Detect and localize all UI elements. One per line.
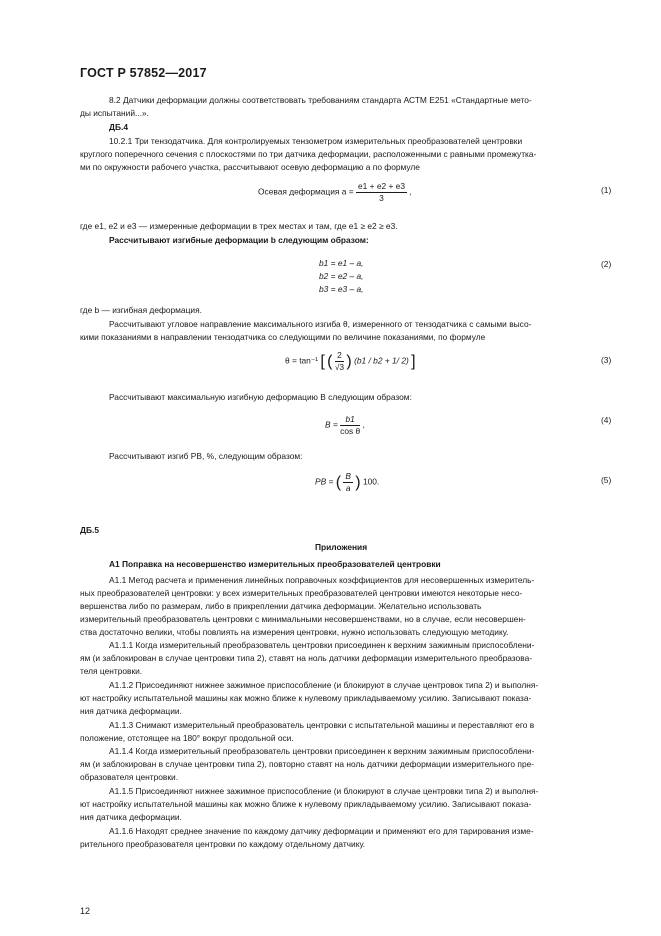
eq5-number: (5) bbox=[601, 475, 612, 485]
a1-1-cont3: измерительный преобразователь центровки с минимальными несовершенствами, но в случае, если несовершен- bbox=[80, 614, 526, 624]
para-8-2-cont: ды испытаний...». bbox=[80, 108, 149, 118]
eq3-denominator: √3 bbox=[334, 362, 345, 372]
eq1-lhs: Осевая деформация a = bbox=[258, 186, 354, 197]
eq4-lhs: B = bbox=[325, 419, 338, 430]
equation-3 bbox=[285, 350, 416, 373]
a1-1: А1.1 Метод расчета и применения линейных поправочных коэффициентов для несовершенных измеритель- bbox=[109, 575, 535, 585]
document-header: ГОСТ Р 57852—2017 bbox=[80, 66, 207, 80]
eq1-number: (1) bbox=[601, 185, 612, 195]
eq3-number: (3) bbox=[601, 355, 612, 365]
a1-1-1-cont1: ям (и заблокирован в случае центровки типа 2), ставят на ноль датчики деформации измерительного преобразова- bbox=[80, 653, 533, 663]
eq1-tail: , bbox=[409, 186, 412, 197]
a1-1-4: А1.1.4 Когда измерительный преобразователь центровки присоединен к верхним зажимным приспособлени- bbox=[109, 746, 535, 756]
eq5-tail: 100. bbox=[362, 476, 380, 487]
eq2-number: (2) bbox=[601, 259, 612, 269]
para-8-2: 8.2 Датчики деформации должны соответствовать требованиям стандарта АСТМ Е251 «Стандартные мето- bbox=[109, 95, 532, 105]
eq3-open-paren: ( bbox=[327, 353, 333, 370]
a1-1-1-cont2: теля центровки. bbox=[80, 666, 143, 676]
eq4-tail: , bbox=[362, 419, 365, 430]
para-10-2-1-cont2: ми по окружности рабочего участка, рассчитывают осевую деформацию a по формуле bbox=[80, 162, 420, 172]
eq5-close-paren: ) bbox=[355, 474, 361, 491]
eq3-fraction bbox=[335, 350, 344, 373]
eq3-numerator: 2 bbox=[335, 350, 344, 362]
eq3-close-paren: ) bbox=[346, 353, 352, 370]
a1-1-2-cont2: ния датчика деформации. bbox=[80, 706, 182, 716]
eq5-fraction bbox=[343, 471, 353, 494]
a1-1-4-cont2: образователя центровки. bbox=[80, 772, 179, 782]
equation-4 bbox=[325, 414, 365, 437]
page-number: 12 bbox=[80, 906, 91, 916]
eq5-lhs: PB = bbox=[315, 476, 334, 487]
eq1-numerator: e1 + e2 + e3 bbox=[357, 181, 405, 191]
eq4-denominator: cos θ bbox=[340, 426, 361, 436]
eq5-denominator: a bbox=[345, 483, 351, 493]
max-bending-intro: Рассчитывают максимальную изгибную деформацию B следующим образом: bbox=[109, 392, 412, 402]
eq4-number: (4) bbox=[601, 415, 612, 425]
eq4-fraction bbox=[340, 414, 360, 437]
a1-1-2: А1.1.2 Присоединяют нижнее зажимное приспособление (и блокируют в случае центровок типа 2) и выполня- bbox=[109, 680, 539, 690]
eq3-close-bracket: ] bbox=[411, 353, 416, 370]
a1-1-1: А1.1.1 Когда измерительный преобразователь центровки присоединен к верхним зажимным приспособлени- bbox=[109, 640, 535, 650]
angle-intro: Рассчитывают угловое направление максимального изгиба θ, измеренного от тензодатчика с самыми высо- bbox=[109, 319, 532, 329]
a1-1-4-cont1: ям (и заблокирован в случае центровки типа 2), повторно ставят на ноль датчики деформации измерительного пре- bbox=[80, 759, 535, 769]
eq5-open-paren: ( bbox=[335, 474, 342, 491]
eq4-numerator: b1 bbox=[340, 414, 360, 426]
equation-5 bbox=[315, 471, 379, 494]
a1-1-6: А1.1.6 Находят среднее значение по каждому датчику деформации и применяют его для тарирования изме- bbox=[109, 826, 534, 836]
eq1-denominator: 3 bbox=[379, 193, 384, 203]
eq1-fraction bbox=[356, 181, 407, 204]
section-db5: ДБ.5 bbox=[80, 525, 99, 535]
a1-1-5-cont2: ния датчика деформации. bbox=[80, 812, 182, 822]
eq3-open-bracket: [ bbox=[320, 353, 325, 370]
a1-1-cont4: ства достаточно велики, чтобы повлиять на измерения центровки, нужно использовать следующую методику. bbox=[80, 627, 509, 637]
a1-heading: А1 Поправка на несовершенство измерительных преобразователей центровки bbox=[109, 559, 441, 569]
pb-intro: Рассчитывают изгиб PB, %, следующим образом: bbox=[109, 451, 303, 461]
eq3-tail: (b1 / b2 + 1/ 2) bbox=[354, 355, 409, 366]
para-10-2-1-cont1: круглого поперечного сечения с плоскостями по три датчика деформации, расположенными с равными промежутка- bbox=[80, 149, 537, 159]
where-b: где b — изгибная деформация. bbox=[80, 305, 202, 315]
eq2-row3: b3 = e3 – a, bbox=[319, 284, 364, 294]
a1-1-5: А1.1.5 Присоединяют нижнее зажимное приспособление (и блокируют в случае центровки типа 2) и выполня- bbox=[109, 786, 539, 796]
para-10-2-1: 10.2.1 Три тензодатчика. Для контролируемых тензометром измерительных преобразователей центровки bbox=[109, 136, 523, 146]
eq2-row1: b1 = e1 – a, bbox=[319, 258, 364, 268]
a1-1-cont1: ных преобразователей центровки: у всех измерительных преобразователей центровки имеются некоторые несо- bbox=[80, 588, 523, 598]
equation-1 bbox=[258, 181, 412, 204]
eq5-numerator: B bbox=[345, 471, 351, 481]
eq2-row2: b2 = e2 – a, bbox=[319, 271, 364, 281]
a1-1-cont2: вершенства либо по размерам, либо в прикреплении датчика деформации. Желательно использовать bbox=[80, 601, 482, 611]
bending-intro: Рассчитывают изгибные деформации b следующим образом: bbox=[109, 235, 369, 245]
eq3-lhs: θ = tan⁻¹ bbox=[285, 355, 319, 366]
angle-intro-cont: кими показаниями в направлении тензодатчика со следующими по величине показаниями, по формуле bbox=[80, 332, 486, 342]
a1-1-3-cont1: положение, отстоящее на 180° вокруг продольной оси. bbox=[80, 733, 294, 743]
a1-1-6-cont1: рительного преобразователя центровки по каждому отдельному датчику. bbox=[80, 839, 366, 849]
a1-1-5-cont1: ют настройку испытательной машины как можно ближе к нулевому прикладываемому усилию. Записывают показа- bbox=[80, 799, 532, 809]
section-db4: ДБ.4 bbox=[109, 122, 128, 132]
a1-1-2-cont1: ют настройку испытательной машины как можно ближе к нулевому прикладываемому усилию. Записывают показа- bbox=[80, 693, 532, 703]
appendix-title: Приложения bbox=[315, 542, 368, 552]
a1-1-3: А1.1.3 Снимают измерительный преобразователь центровки с испытательной машины и переставляют его в bbox=[109, 720, 535, 730]
where-e: где e1, e2 и e3 — измеренные деформации в трех местах и там, где e1 ≥ e2 ≥ e3. bbox=[80, 221, 398, 231]
